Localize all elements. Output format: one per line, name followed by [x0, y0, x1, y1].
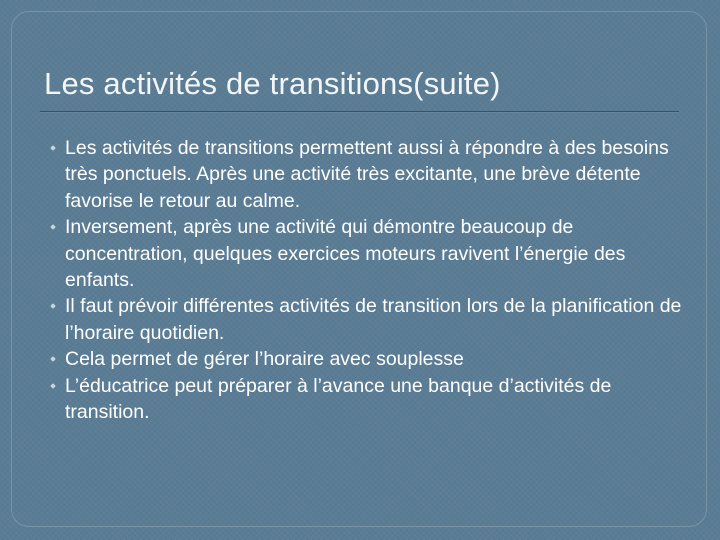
- bullet-list: [44, 135, 684, 425]
- bullet-text: Cela permet de gérer l’horaire avec souplesse: [65, 348, 464, 371]
- bullet-item: [44, 135, 684, 214]
- bullet-text: L’éducatrice peut préparer à l’avance une banque d’activités de transition.: [65, 374, 612, 424]
- bullet-icon: [50, 224, 56, 230]
- bullet-item: [44, 373, 684, 426]
- bullet-item: [44, 346, 684, 372]
- bullet-item: [44, 214, 684, 293]
- title-underline-divider: [40, 111, 679, 112]
- slide-title: Les activités de transitions(suite): [44, 66, 501, 101]
- bullet-text: Les activités de transitions permettent aussi à répondre à des besoins très ponctuels. Après une activité très excitante, une brève détente favorise le retour au calme.: [65, 137, 669, 212]
- bullet-item: [44, 293, 684, 346]
- bullet-icon: [50, 356, 56, 362]
- bullet-icon: [50, 383, 56, 389]
- bullet-text: Inversement, après une activité qui démontre beaucoup de concentration, quelques exercices moteurs ravivent l’énergie des enfants.: [65, 216, 626, 292]
- bullet-text: Il faut prévoir différentes activités de transition lors de la planification de l’horaire quotidien.: [65, 295, 682, 344]
- bullet-icon: [50, 145, 56, 151]
- bullet-icon: [50, 304, 56, 310]
